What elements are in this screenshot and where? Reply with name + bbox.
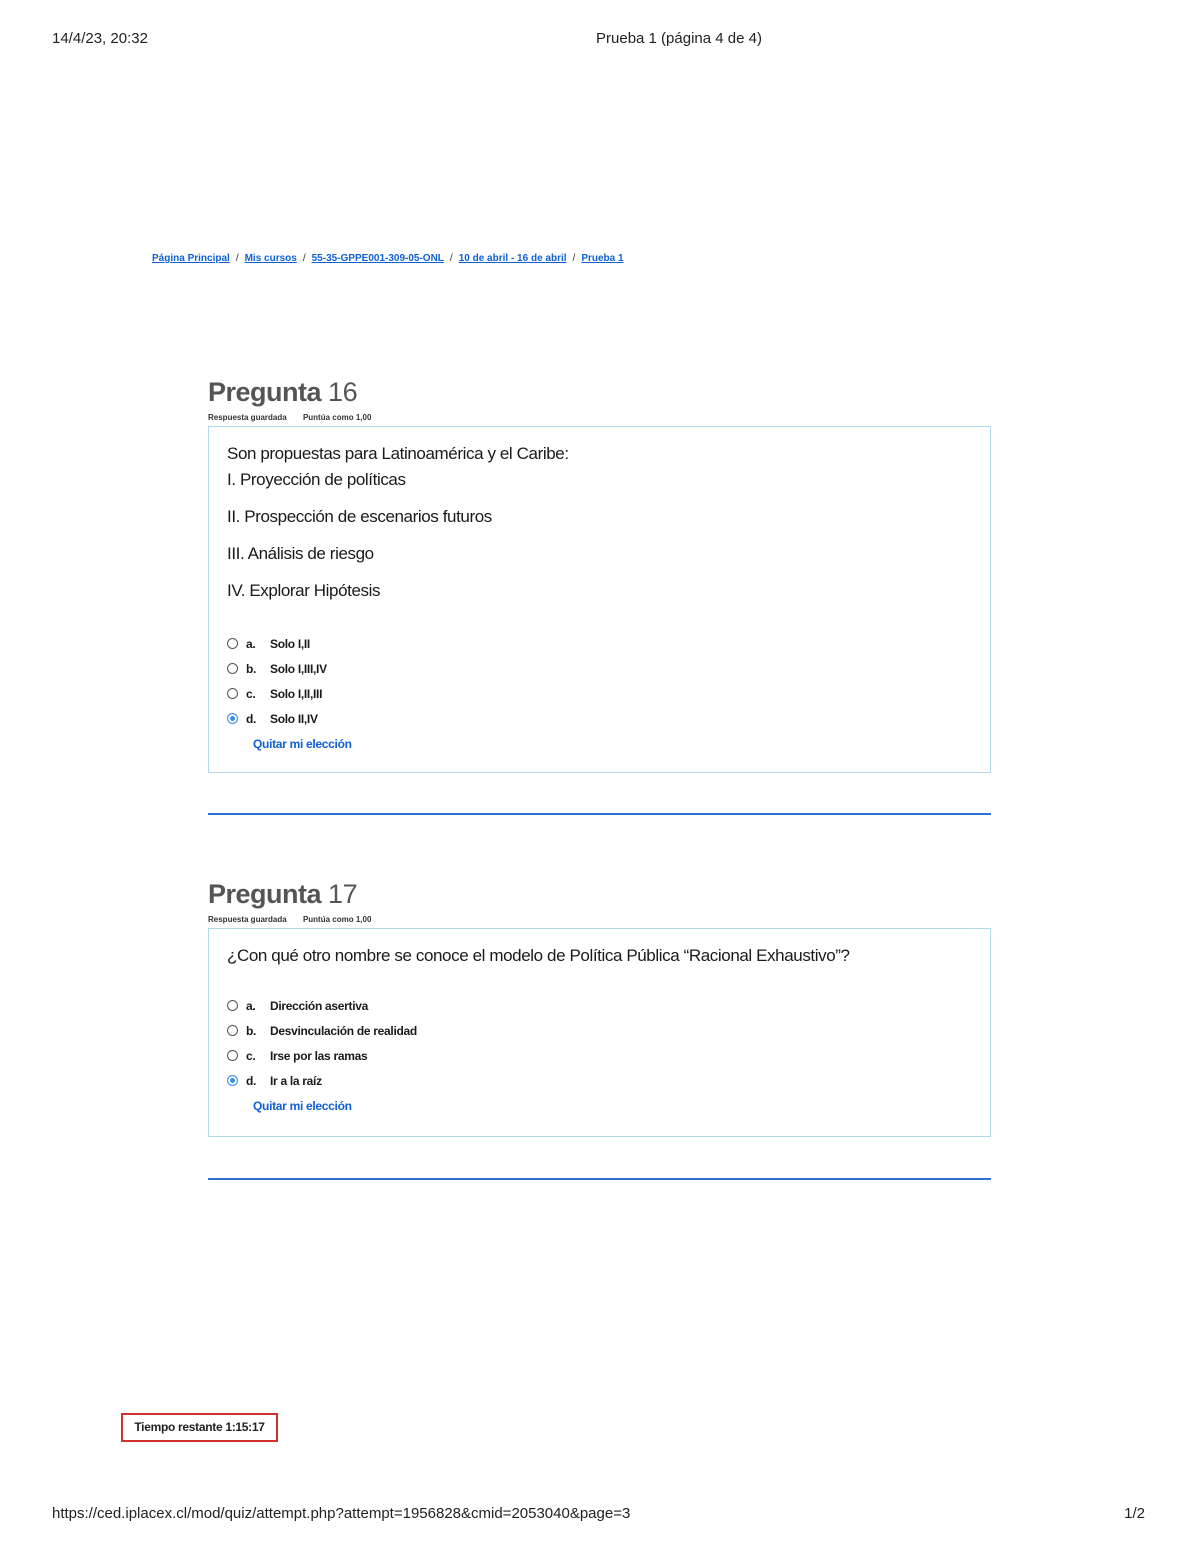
answer-letter: c. bbox=[246, 1048, 256, 1063]
answer-option-c[interactable] bbox=[227, 681, 972, 706]
answer-letter: c. bbox=[246, 686, 256, 701]
breadcrumb-separator: / bbox=[572, 253, 576, 264]
radio-checked-icon[interactable] bbox=[227, 713, 238, 724]
breadcrumb-separator: / bbox=[302, 253, 306, 264]
answer-option-d[interactable] bbox=[227, 706, 972, 731]
question-divider bbox=[208, 1178, 991, 1180]
answer-text: Dirección asertiva bbox=[270, 998, 368, 1013]
question-status: Respuesta guardada bbox=[208, 915, 287, 924]
breadcrumb-course[interactable]: 55-35-GPPE001-309-05-ONL bbox=[311, 253, 444, 264]
breadcrumb-week[interactable]: 10 de abril - 16 de abril bbox=[458, 253, 567, 264]
answer-list bbox=[227, 993, 972, 1093]
breadcrumb bbox=[152, 253, 624, 264]
question-text-line: II. Prospección de escenarios futuros bbox=[227, 507, 492, 526]
answer-option-b[interactable] bbox=[227, 1018, 972, 1043]
print-page-title: Prueba 1 (página 4 de 4) bbox=[596, 30, 762, 47]
answer-letter: d. bbox=[246, 711, 257, 726]
breadcrumb-separator: / bbox=[449, 253, 453, 264]
question-title bbox=[208, 876, 991, 912]
clear-choice-link[interactable]: Quitar mi elección bbox=[253, 737, 352, 751]
answer-option-d[interactable] bbox=[227, 1068, 972, 1093]
clear-choice-link[interactable]: Quitar mi elección bbox=[253, 1099, 352, 1113]
answer-option-a[interactable] bbox=[227, 631, 972, 656]
print-page-count: 1/2 bbox=[1124, 1505, 1145, 1522]
question-text-line: III. Análisis de riesgo bbox=[227, 544, 374, 563]
question-text-line: IV. Explorar Hipótesis bbox=[227, 581, 381, 600]
answer-text: Irse por las ramas bbox=[270, 1048, 368, 1063]
radio-unchecked-icon[interactable] bbox=[227, 1000, 238, 1011]
radio-checked-icon[interactable] bbox=[227, 1075, 238, 1086]
answer-letter: a. bbox=[246, 636, 256, 651]
answer-text: Desvinculación de realidad bbox=[270, 1023, 417, 1038]
answer-text: Solo I,II,III bbox=[270, 686, 323, 701]
radio-unchecked-icon[interactable] bbox=[227, 638, 238, 649]
question-title-word: Pregunta bbox=[208, 377, 322, 407]
question-number: 16 bbox=[328, 377, 358, 407]
question-title-word: Pregunta bbox=[208, 879, 322, 909]
answer-letter: d. bbox=[246, 1073, 257, 1088]
answer-letter: a. bbox=[246, 998, 256, 1013]
question-text-line: ¿Con qué otro nombre se conoce el modelo de Política Pública “Racional Exhaustivo”? bbox=[227, 946, 850, 965]
question-text-line: Son propuestas para Latinoamérica y el Caribe: bbox=[227, 444, 569, 463]
answer-letter: b. bbox=[246, 661, 257, 676]
time-remaining: Tiempo restante 1:15:17 bbox=[121, 1413, 278, 1442]
answer-text: Solo I,III,IV bbox=[270, 661, 327, 676]
radio-unchecked-icon[interactable] bbox=[227, 1050, 238, 1061]
question-status: Respuesta guardada bbox=[208, 413, 287, 422]
question-text bbox=[227, 943, 972, 969]
answer-list bbox=[227, 631, 972, 731]
answer-option-c[interactable] bbox=[227, 1043, 972, 1068]
answer-text: Ir a la raíz bbox=[270, 1073, 322, 1088]
breadcrumb-home[interactable]: Página Principal bbox=[152, 253, 230, 264]
question-16 bbox=[208, 374, 991, 773]
question-info bbox=[208, 912, 991, 928]
answer-option-a[interactable] bbox=[227, 993, 972, 1018]
question-divider bbox=[208, 813, 991, 815]
answer-text: Solo I,II bbox=[270, 636, 310, 651]
radio-unchecked-icon[interactable] bbox=[227, 688, 238, 699]
radio-unchecked-icon[interactable] bbox=[227, 663, 238, 674]
question-info bbox=[208, 410, 991, 426]
question-title bbox=[208, 374, 991, 410]
answer-text: Solo II,IV bbox=[270, 711, 318, 726]
breadcrumb-separator: / bbox=[235, 253, 239, 264]
question-box bbox=[208, 426, 991, 773]
question-text bbox=[227, 441, 972, 604]
print-url: https://ced.iplacex.cl/mod/quiz/attempt.php?attempt=1956828&cmid=2053040&page=3 bbox=[52, 1505, 631, 1522]
print-datetime: 14/4/23, 20:32 bbox=[52, 30, 148, 47]
question-number: 17 bbox=[328, 879, 358, 909]
question-points: Puntúa como 1,00 bbox=[302, 915, 372, 924]
question-box bbox=[208, 928, 991, 1137]
breadcrumb-quiz[interactable]: Prueba 1 bbox=[581, 253, 624, 264]
breadcrumb-my-courses[interactable]: Mis cursos bbox=[244, 253, 297, 264]
answer-option-b[interactable] bbox=[227, 656, 972, 681]
question-17 bbox=[208, 876, 991, 1137]
answer-letter: b. bbox=[246, 1023, 257, 1038]
radio-unchecked-icon[interactable] bbox=[227, 1025, 238, 1036]
question-text-line: I. Proyección de políticas bbox=[227, 470, 406, 489]
question-points: Puntúa como 1,00 bbox=[302, 413, 372, 422]
